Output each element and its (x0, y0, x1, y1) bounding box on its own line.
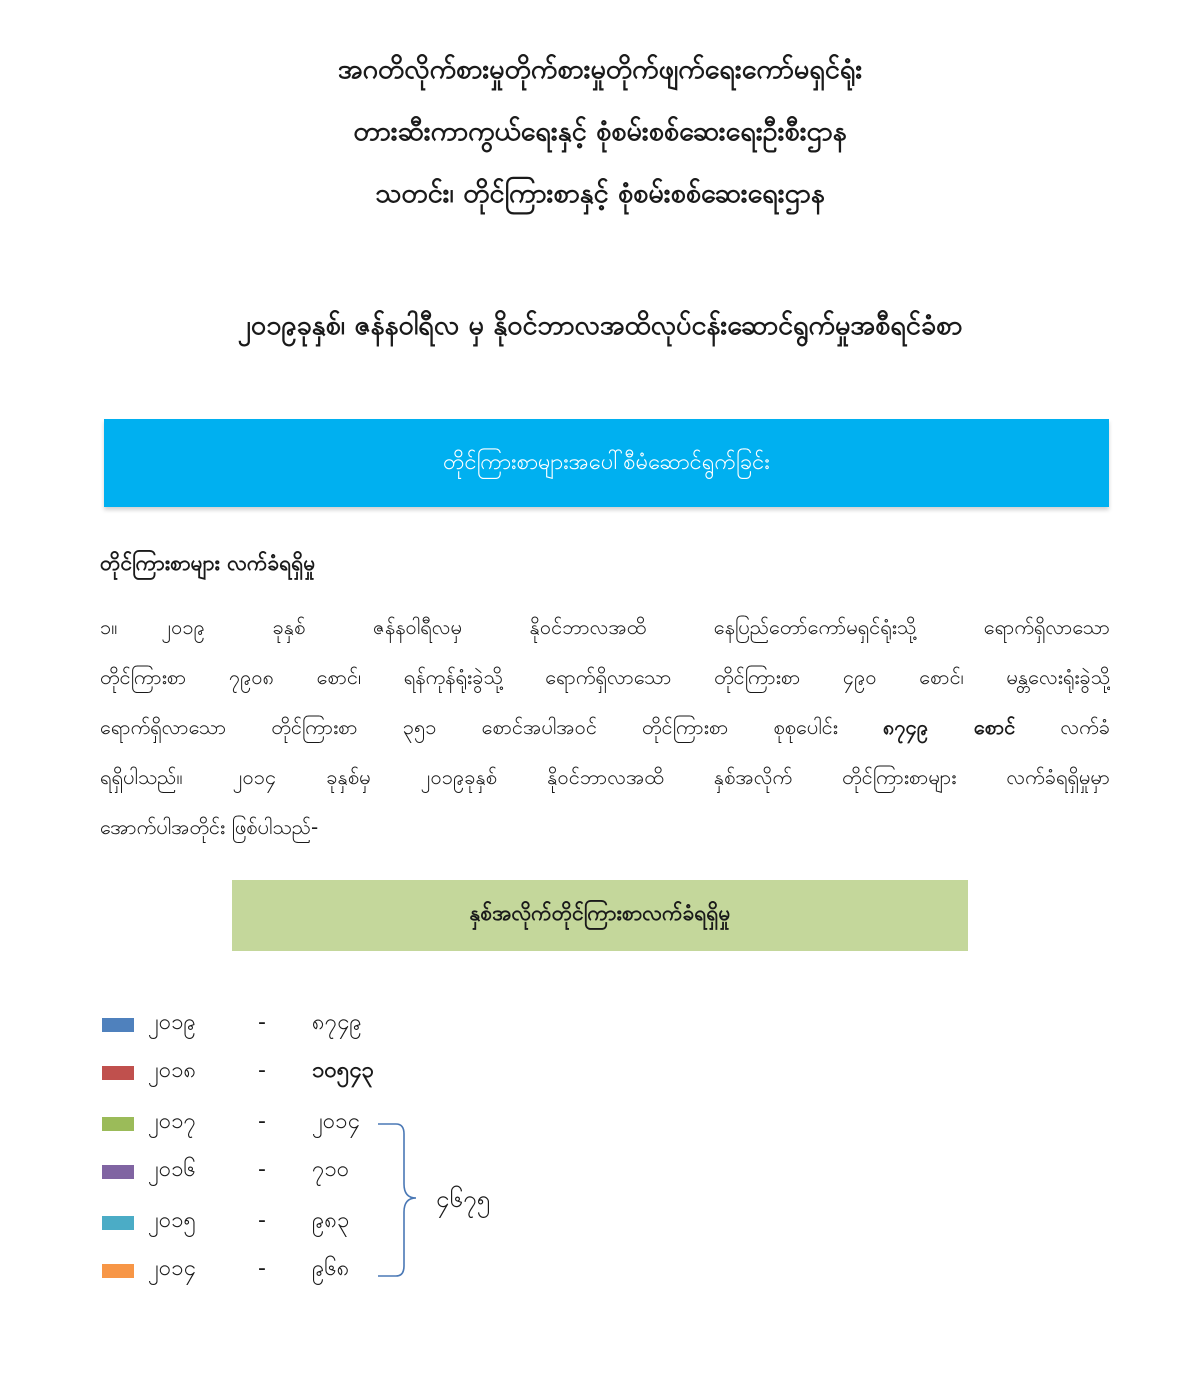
legend-item (100, 1204, 400, 1238)
legend-separator: - (258, 1109, 266, 1134)
section-heading: တိုင်ကြားစာများ လက်ခံရရှိမှု (100, 551, 316, 575)
legend-item (100, 1252, 400, 1286)
legend-value: ၇၁၀ (312, 1157, 350, 1182)
legend-item (100, 1054, 400, 1088)
legend-value: ၈၇၄၉ (312, 1010, 362, 1035)
bracket-icon (372, 1120, 432, 1280)
section-banner (104, 419, 1109, 507)
legend-year: ၂၀၁၉ (148, 1010, 196, 1035)
summary-box (232, 880, 968, 951)
legend-swatch (102, 1066, 134, 1080)
department-name: တားဆီးကာကွယ်ရေးနှင့် စုံစမ်းစစ်ဆေးရေးဦးစီးဌာန (353, 116, 847, 147)
legend-item (100, 1006, 400, 1040)
organization-name: အဂတိလိုက်စားမှုတိုက်စားမှုတိုက်ဖျက်ရေးကော်မရှင်ရုံး (337, 54, 863, 85)
legend-value: ၂၀၁၄ (312, 1109, 360, 1134)
paragraph-line-3-end: လက်ခံ (1060, 715, 1110, 739)
legend-year: ၂၀၁၄ (148, 1256, 196, 1281)
legend-year: ၂၀၁၆ (148, 1157, 196, 1182)
paragraph-number: ၁။ (100, 615, 118, 639)
legend-item (100, 1153, 400, 1187)
total-count: ၈၇၄၉ စောင် (882, 715, 1016, 739)
paragraph-line-2: တိုင်ကြားစာ ၇၉၀၈ စောင်၊ ရန်ကုန်ရုံးခွဲသို့ ရောက်ရှိလာသော တိုင်ကြားစာ ၄၉၀ စောင်၊ မန္တလေးရုံးခွဲသို့ (100, 665, 1110, 689)
legend-separator: - (258, 1157, 266, 1182)
paragraph-line-3 (100, 709, 1110, 745)
legend-year: ၂၀၁၅ (148, 1208, 196, 1233)
legend-swatch (102, 1264, 134, 1278)
paragraph-line-1 (100, 609, 1110, 645)
paragraph-line-1-text: ၂၀၁၉ ခုနှစ် ဇန်နဝါရီလမှ နိုဝင်ဘာလအထိ နေပြည်တော်ကော်မရှင်ရုံးသို့ ရောက်ရှိလာသော (161, 615, 1110, 639)
legend-separator: - (258, 1058, 266, 1083)
legend-value: ၉၆၈ (312, 1256, 350, 1281)
legend-swatch (102, 1117, 134, 1131)
legend-separator: - (258, 1208, 266, 1233)
bracket-total: ၄၆၇၅ (436, 1185, 490, 1213)
legend-separator: - (258, 1010, 266, 1035)
legend-value: ၉၈၃ (312, 1208, 350, 1233)
section-banner-label: တိုင်ကြားစာများအပေါ်စီမံဆောင်ရွက်ခြင်း (443, 449, 770, 475)
legend-swatch (102, 1216, 134, 1230)
paragraph-line-4: ရရှိပါသည်။ ၂၀၁၄ ခုနှစ်မှ ၂၀၁၉ခုနှစ် နိုဝင်ဘာလအထိ နှစ်အလိုက် တိုင်ကြားစာများ လက်ခံရရှိမှုမှာ (100, 765, 1110, 789)
legend-separator: - (258, 1256, 266, 1281)
paragraph-line-3-text: ရောက်ရှိလာသော တိုင်ကြားစာ ၃၅၁ စောင်အပါအဝင် တိုင်ကြားစာ စုစုပေါင်း (100, 715, 838, 739)
legend-item (100, 1105, 400, 1139)
paragraph-line-5: အောက်ပါအတိုင်း ဖြစ်ပါသည်- (100, 815, 319, 839)
division-name: သတင်း၊ တိုင်ကြားစာနှင့် စုံစမ်းစစ်ဆေးရေးဌာန (375, 178, 825, 209)
legend-year: ၂၀၁၇ (148, 1109, 196, 1134)
legend-year: ၂၀၁၈ (148, 1058, 197, 1083)
legend-swatch (102, 1165, 134, 1179)
summary-box-label: နှစ်အလိုက်တိုင်ကြားစာလက်ခံရရှိမှု (469, 901, 731, 925)
legend-swatch (102, 1018, 134, 1032)
legend-value: ၁၀၅၄၃ (312, 1058, 374, 1083)
report-title: ၂၀၁၉ခုနှစ်၊ ဇန်နဝါရီလ မှ နိုဝင်ဘာလအထိလုပ်ငန်းဆောင်ရွက်မှုအစီရင်ခံစာ (237, 310, 963, 341)
